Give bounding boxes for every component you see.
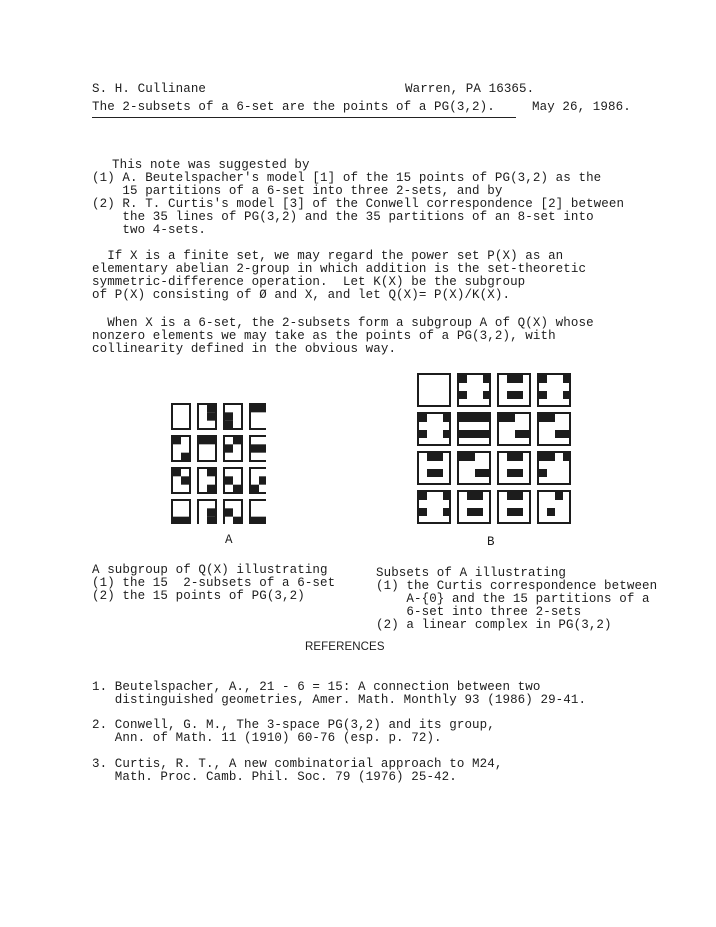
filled-cell: [181, 476, 190, 484]
paragraph-six-set: [92, 304, 594, 369]
filled-cell: [250, 404, 259, 412]
filled-cell: [539, 391, 547, 399]
subset-diagram: [538, 413, 571, 445]
subset-diagram: [498, 491, 530, 523]
caption-line: A-{0} and the 15 partitions of a: [376, 592, 650, 606]
filled-cell: [547, 508, 555, 516]
filled-cell: [467, 492, 475, 500]
filled-cell: [467, 430, 475, 438]
filled-cell: [507, 469, 515, 477]
filled-cell: [427, 469, 435, 477]
filled-cell: [475, 469, 483, 477]
filled-cell: [207, 485, 216, 493]
six-set-diagram: [250, 404, 266, 429]
subset-diagram: [538, 374, 571, 406]
filled-cell: [443, 492, 451, 500]
reference-line: 1. Beutelspacher, A., 21 - 6 = 15: A connection between two: [92, 680, 541, 694]
filled-cell: [547, 414, 555, 422]
paragraph-line: of P(X) consisting of Ø and X, and let Q(X)= P(X)/K(X).: [92, 288, 511, 302]
intro-line: (1) A. Beutelspacher's model [1] of the 15 points of PG(3,2) as the: [92, 171, 602, 185]
title-underline: [92, 117, 516, 118]
filled-cell: [224, 476, 233, 484]
filled-cell: [507, 453, 515, 461]
filled-cell: [563, 391, 571, 399]
reference-line: distinguished geometries, Amer. Math. Monthly 93 (1986) 29-41.: [92, 693, 587, 707]
six-set-diagram: [224, 436, 242, 461]
six-set-diagram: [224, 404, 242, 429]
subset-diagram: [538, 452, 571, 484]
caption-line: Subsets of A illustrating: [376, 566, 567, 580]
caption-line: (2) a linear complex in PG(3,2): [376, 618, 612, 632]
intro-paragraph: [92, 146, 624, 250]
filled-cell: [499, 414, 507, 422]
filled-cell: [475, 414, 483, 422]
six-set-diagram: [172, 468, 190, 493]
filled-cell: [259, 404, 266, 412]
figure-b-caption: [376, 554, 657, 645]
intro-line: 15 partitions of a 6-set into three 2-sets, and by: [92, 184, 503, 198]
filled-cell: [233, 436, 242, 444]
filled-cell: [507, 391, 515, 399]
figure-b-label: B: [487, 535, 495, 549]
six-set-diagram: [198, 436, 216, 461]
filled-cell: [207, 404, 216, 412]
six-set-diagram: [250, 500, 266, 524]
filled-cell: [172, 517, 181, 524]
filled-cell: [207, 508, 216, 516]
document-title: The 2-subsets of a 6-set are the points of a PG(3,2).: [92, 100, 495, 114]
caption-line: (1) the 15 2-subsets of a 6-set: [92, 576, 336, 590]
filled-cell: [507, 414, 515, 422]
filled-cell: [459, 453, 467, 461]
filled-cell: [224, 421, 233, 429]
filled-cell: [507, 492, 515, 500]
subset-diagram: [458, 491, 490, 523]
filled-cell: [515, 508, 523, 516]
filled-cell: [507, 508, 515, 516]
filled-cell: [233, 517, 242, 524]
six-set-diagram: [250, 436, 266, 461]
filled-cell: [515, 430, 523, 438]
filled-cell: [250, 485, 259, 493]
subset-diagram: [458, 413, 491, 445]
author-name: S. H. Cullinane: [92, 82, 207, 96]
subset-diagram: [538, 491, 570, 523]
filled-cell: [172, 436, 181, 444]
filled-cell: [459, 375, 467, 383]
filled-cell: [250, 444, 259, 452]
filled-cell: [515, 375, 523, 383]
caption-line: (1) the Curtis correspondence between: [376, 579, 658, 593]
filled-cell: [250, 517, 259, 524]
paragraph-line: nonzero elements we may take as the points of a PG(3,2), with: [92, 329, 556, 343]
filled-cell: [515, 453, 523, 461]
filled-cell: [475, 508, 483, 516]
filled-cell: [467, 414, 475, 422]
filled-cell: [563, 430, 571, 438]
filled-cell: [563, 453, 571, 461]
filled-cell: [539, 375, 547, 383]
paragraph-line: If X is a finite set, we may regard the power set P(X) as an: [92, 249, 564, 263]
filled-cell: [427, 453, 435, 461]
filled-cell: [483, 375, 491, 383]
caption-line: 6-set into three 2-sets: [376, 605, 582, 619]
filled-cell: [555, 492, 563, 500]
filled-cell: [515, 492, 523, 500]
location: Warren, PA 16365.: [405, 82, 535, 96]
reference-line: 3. Curtis, R. T., A new combinatorial approach to M24,: [92, 757, 503, 771]
filled-cell: [224, 444, 233, 452]
subset-diagram: [418, 491, 451, 523]
filled-cell: [547, 453, 555, 461]
six-set-diagram: [250, 468, 266, 493]
six-set-diagram: [224, 500, 242, 524]
reference-line: Math. Proc. Camb. Phil. Soc. 79 (1976) 25-42.: [92, 770, 457, 784]
figure-a-grid: [170, 402, 266, 524]
six-set-diagram: [198, 404, 216, 429]
six-set-diagram: [172, 500, 190, 524]
filled-cell: [467, 508, 475, 516]
subset-diagram: [458, 374, 491, 406]
paragraph-line: When X is a 6-set, the 2-subsets form a subgroup A of Q(X) whose: [92, 316, 594, 330]
figure-b-grid: [416, 372, 572, 524]
filled-cell: [224, 412, 233, 420]
reference-line: 2. Conwell, G. M., The 3-space PG(3,2) and its group,: [92, 718, 495, 732]
subset-diagram: [498, 374, 530, 406]
filled-cell: [207, 517, 216, 524]
filled-cell: [475, 492, 483, 500]
subset-diagram: [458, 452, 491, 484]
filled-cell: [483, 391, 491, 399]
diagram-frame: [418, 374, 450, 406]
filled-cell: [475, 430, 483, 438]
filled-cell: [539, 414, 547, 422]
subset-diagram: [418, 452, 450, 484]
subset-diagram: [498, 413, 531, 445]
filled-cell: [198, 436, 207, 444]
reference-item: [92, 745, 502, 797]
filled-cell: [483, 414, 491, 422]
filled-cell: [207, 412, 216, 420]
six-set-diagram: [172, 436, 190, 461]
filled-cell: [459, 414, 467, 422]
filled-cell: [483, 430, 491, 438]
filled-cell: [563, 375, 571, 383]
filled-cell: [459, 430, 467, 438]
six-set-diagram: [224, 468, 242, 493]
six-set-diagram: [172, 404, 190, 429]
paragraph-line: symmetric-difference operation. Let K(X) be the subgroup: [92, 275, 526, 289]
diagram-frame: [172, 404, 190, 429]
filled-cell: [555, 430, 563, 438]
subset-diagram: [498, 452, 530, 484]
filled-cell: [459, 391, 467, 399]
caption-line: A subgroup of Q(X) illustrating: [92, 563, 328, 577]
intro-line: two 4-sets.: [92, 223, 207, 237]
filled-cell: [224, 508, 233, 516]
filled-cell: [181, 517, 190, 524]
filled-cell: [507, 375, 515, 383]
filled-cell: [259, 444, 266, 452]
subset-diagram: [418, 413, 451, 445]
filled-cell: [435, 469, 443, 477]
reference-line: Ann. of Math. 11 (1910) 60-76 (esp. p. 72).: [92, 731, 442, 745]
filled-cell: [233, 485, 242, 493]
filled-cell: [523, 430, 531, 438]
filled-cell: [207, 436, 216, 444]
figure-a-caption: [92, 551, 335, 616]
filled-cell: [483, 469, 491, 477]
filled-cell: [419, 492, 427, 500]
filled-cell: [419, 430, 427, 438]
filled-cell: [435, 453, 443, 461]
filled-cell: [539, 453, 547, 461]
intro-line: the 35 lines of PG(3,2) and the 35 partitions of an 8-set into: [92, 210, 594, 224]
diagram-frame: [538, 491, 570, 523]
six-set-diagram: [198, 500, 216, 524]
filled-cell: [419, 414, 427, 422]
six-set-diagram: [198, 468, 216, 493]
filled-cell: [515, 391, 523, 399]
paragraph-line: collinearity defined in the obvious way.: [92, 342, 397, 356]
intro-line: This note was suggested by: [112, 158, 310, 172]
subset-diagram: [418, 374, 450, 406]
figure-a-label: A: [225, 533, 233, 547]
filled-cell: [539, 469, 547, 477]
caption-line: (2) the 15 points of PG(3,2): [92, 589, 305, 603]
filled-cell: [443, 414, 451, 422]
filled-cell: [172, 468, 181, 476]
filled-cell: [419, 508, 427, 516]
filled-cell: [515, 469, 523, 477]
filled-cell: [259, 476, 266, 484]
filled-cell: [443, 430, 451, 438]
document-date: May 26, 1986.: [532, 100, 631, 114]
paragraph-line: elementary abelian 2-group in which addition is the set-theoretic: [92, 262, 587, 276]
filled-cell: [207, 468, 216, 476]
filled-cell: [259, 517, 266, 524]
filled-cell: [443, 508, 451, 516]
references-heading: REFERENCES: [305, 641, 385, 653]
intro-line: (2) R. T. Curtis's model [3] of the Conwell correspondence [2] between: [92, 197, 625, 211]
filled-cell: [181, 453, 190, 461]
filled-cell: [467, 453, 475, 461]
